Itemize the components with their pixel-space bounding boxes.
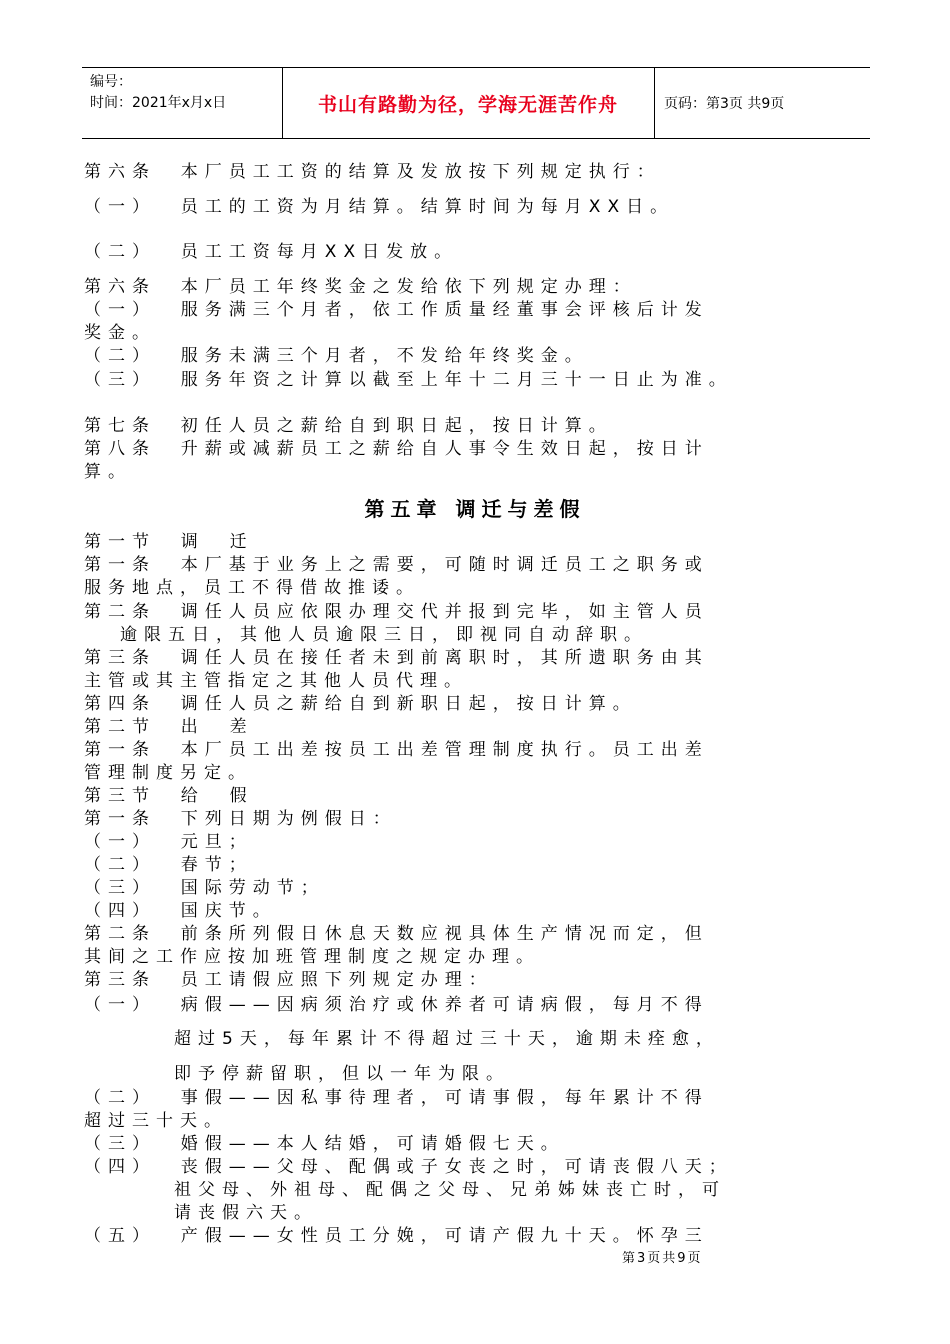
body-line: （五） 产假——女性员工分娩，可请产假九十天。怀孕三 — [84, 1226, 709, 1246]
header-page-number: 页码：第3页 共9页 — [664, 96, 785, 112]
body-line: 第一节 调 迁 — [84, 532, 254, 552]
body-line: 祖父母、外祖母、配偶之父母、兄弟姊妹丧亡时，可 — [174, 1180, 726, 1200]
body-line: 即予停薪留职，但以一年为限。 — [174, 1064, 510, 1084]
body-line: 第二条 前条所列假日休息天数应视具体生产情况而定，但 — [84, 924, 709, 944]
page-header — [82, 67, 870, 139]
header-divider — [654, 68, 655, 138]
document-number: 编号： — [90, 74, 132, 90]
body-line: 服务地点，员工不得借故推诿。 — [84, 578, 420, 598]
body-line: 第七条 初任人员之薪给自到职日起，按日计算。 — [84, 416, 613, 436]
body-line: （二） 员工工资每月XX日发放。 — [84, 242, 459, 262]
chapter-title: 第五章 调迁与差假 — [364, 497, 586, 521]
body-line: 第一条 本厂员工出差按员工出差管理制度执行。员工出差 — [84, 740, 709, 760]
body-line: 第三条 员工请假应照下列规定办理： — [84, 970, 493, 990]
body-line: 第六条 本厂员工工资的结算及发放按下列规定执行： — [84, 162, 661, 182]
body-line: 第三节 给 假 — [84, 786, 254, 806]
body-line: （二） 春节； — [84, 855, 253, 875]
body-line: （二） 服务未满三个月者，不发给年终奖金。 — [84, 346, 589, 366]
body-line: （一） 病假——因病须治疗或休养者可请病假，每月不得 — [84, 995, 709, 1015]
body-line: 管理制度另定。 — [84, 763, 252, 783]
body-line: 第一条 本厂基于业务上之需要，可随时调迁员工之职务或 — [84, 555, 709, 575]
body-line: 超过三十天。 — [84, 1111, 228, 1131]
body-line: （三） 婚假——本人结婚，可请婚假七天。 — [84, 1134, 565, 1154]
body-line: （四） 国庆节。 — [84, 901, 277, 921]
header-motto: 书山有路勤为径，学海无涯苦作舟 — [317, 94, 618, 116]
body-line: 算。 — [84, 462, 132, 482]
body-line: （一） 服务满三个月者，依工作质量经董事会评核后计发 — [84, 300, 709, 320]
page-footer: 第3页共9页 — [622, 1251, 703, 1266]
body-line: 其间之工作应按加班管理制度之规定办理。 — [84, 947, 540, 967]
body-line: 主管或其主管指定之其他人员代理。 — [84, 671, 468, 691]
body-line: 超过5天，每年累计不得超过三十天，逾期未痊愈， — [174, 1029, 720, 1049]
body-line: 第二条 调任人员应依限办理交代并报到完毕，如主管人员 — [84, 602, 709, 622]
body-line: 第六条 本厂员工年终奖金之发给依下列规定办理： — [84, 277, 637, 297]
body-line: 第三条 调任人员在接任者未到前离职时，其所遗职务由其 — [84, 648, 709, 668]
body-line: （三） 服务年资之计算以截至上年十二月三十一日止为准。 — [84, 370, 733, 390]
body-line: 第八条 升薪或减薪员工之薪给自人事令生效日起，按日计 — [84, 439, 709, 459]
body-line: （一） 元旦； — [84, 832, 253, 852]
body-line: 逾限五日，其他人员逾限三日，即视同自动辞职。 — [120, 625, 648, 645]
document-date: 时间：2021年x月x日 — [90, 95, 227, 111]
body-line: （三） 国际劳动节； — [84, 878, 325, 898]
body-line: 奖金。 — [84, 323, 156, 343]
header-meta — [90, 72, 226, 114]
body-line: （二） 事假——因私事待理者，可请事假，每年累计不得 — [84, 1088, 709, 1108]
body-line: 第二节 出 差 — [84, 717, 254, 737]
body-line: 第一条 下列日期为例假日： — [84, 809, 397, 829]
body-line: 第四条 调任人员之薪给自到新职日起，按日计算。 — [84, 694, 637, 714]
body-line: （一） 员工的工资为月结算。结算时间为每月XX日。 — [84, 197, 675, 217]
body-line: 请丧假六天。 — [174, 1203, 318, 1223]
body-line: （四） 丧假——父母、配偶或子女丧之时，可请丧假八天； — [84, 1157, 733, 1177]
